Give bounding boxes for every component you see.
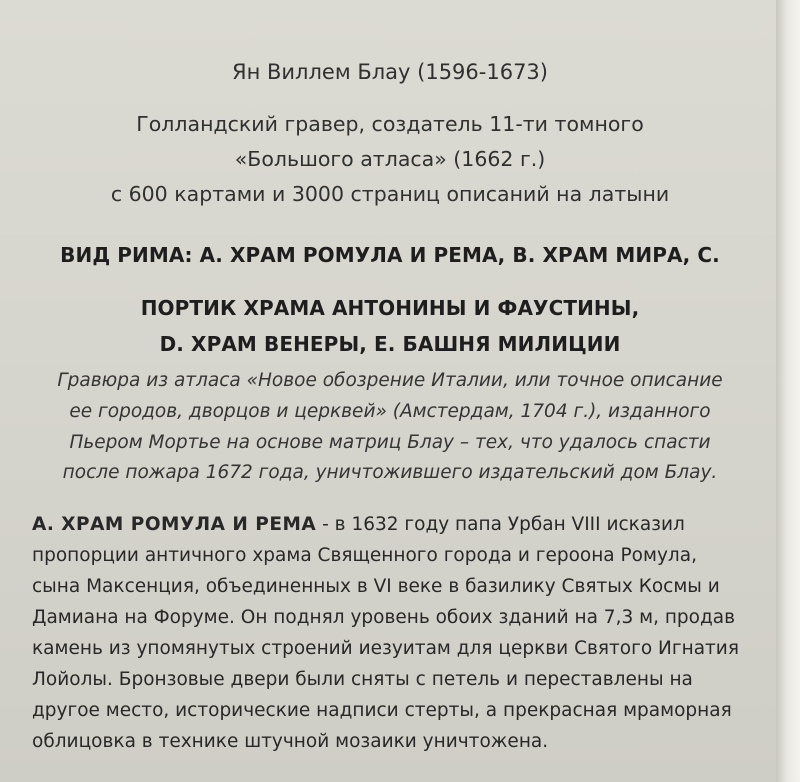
paragraph-line: другое место, исторические надписи стерты, а прекрасная мраморная xyxy=(32,700,732,721)
subtitle-line: Голландский гравер, создатель 11-ти томного xyxy=(136,112,644,136)
paragraph-line: Лойолы. Бронзовые двери были сняты с петель и переставлены на xyxy=(32,669,693,690)
subtitle-line: «Большого атласа» (1662 г.) xyxy=(234,147,546,171)
author-heading: Ян Виллем Блау (1596-1673) xyxy=(232,60,548,84)
title-line: ВИД РИМА: А. ХРАМ РОМУЛА И РЕМА, В. ХРАМ МИРА, С. xyxy=(60,243,720,267)
title-line: D. ХРАМ ВЕНЕРЫ, Е. БАШНЯ МИЛИЦИИ xyxy=(159,332,621,356)
paragraph-line: сына Максенция, объединенных в VI веке в базилику Святых Космы и xyxy=(32,576,720,597)
caption-line: ее городов, дворцов и церквей» (Амстердам, 1704 г.), изданного xyxy=(69,401,711,422)
caption-line: Гравюра из атласа «Новое обозрение Италии, или точное описание xyxy=(57,370,723,391)
paragraph-line: облицовка в технике штучной мозаики уничтожена. xyxy=(32,731,549,752)
paragraph-first-line-rest: - в 1632 году папа Урбан VIII исказил xyxy=(316,514,685,535)
paragraph-line: камень из упомянутых строений иезуитам для церкви Святого Игнатия xyxy=(32,638,739,659)
paragraph-first-line xyxy=(32,514,752,535)
subtitle-line: с 600 картами и 3000 страниц описаний на латыни xyxy=(110,182,670,206)
caption-line: после пожара 1672 года, уничтожившего издательский дом Блау. xyxy=(62,462,718,483)
paragraph-lead: А. ХРАМ РОМУЛА И РЕМА xyxy=(32,514,317,535)
paragraph-line: Дамиана на Форуме. Он поднял уровень обоих зданий на 7,3 м, продав xyxy=(32,607,736,628)
paragraph-line: пропорции античного храма Священного города и героона Ромула, xyxy=(32,545,697,566)
caption-line: Пьером Мортье на основе матриц Блау – тех, что удалось спасти xyxy=(69,432,711,453)
title-line: ПОРТИК ХРАМА АНТОНИНЫ И ФАУСТИНЫ, xyxy=(140,296,640,320)
